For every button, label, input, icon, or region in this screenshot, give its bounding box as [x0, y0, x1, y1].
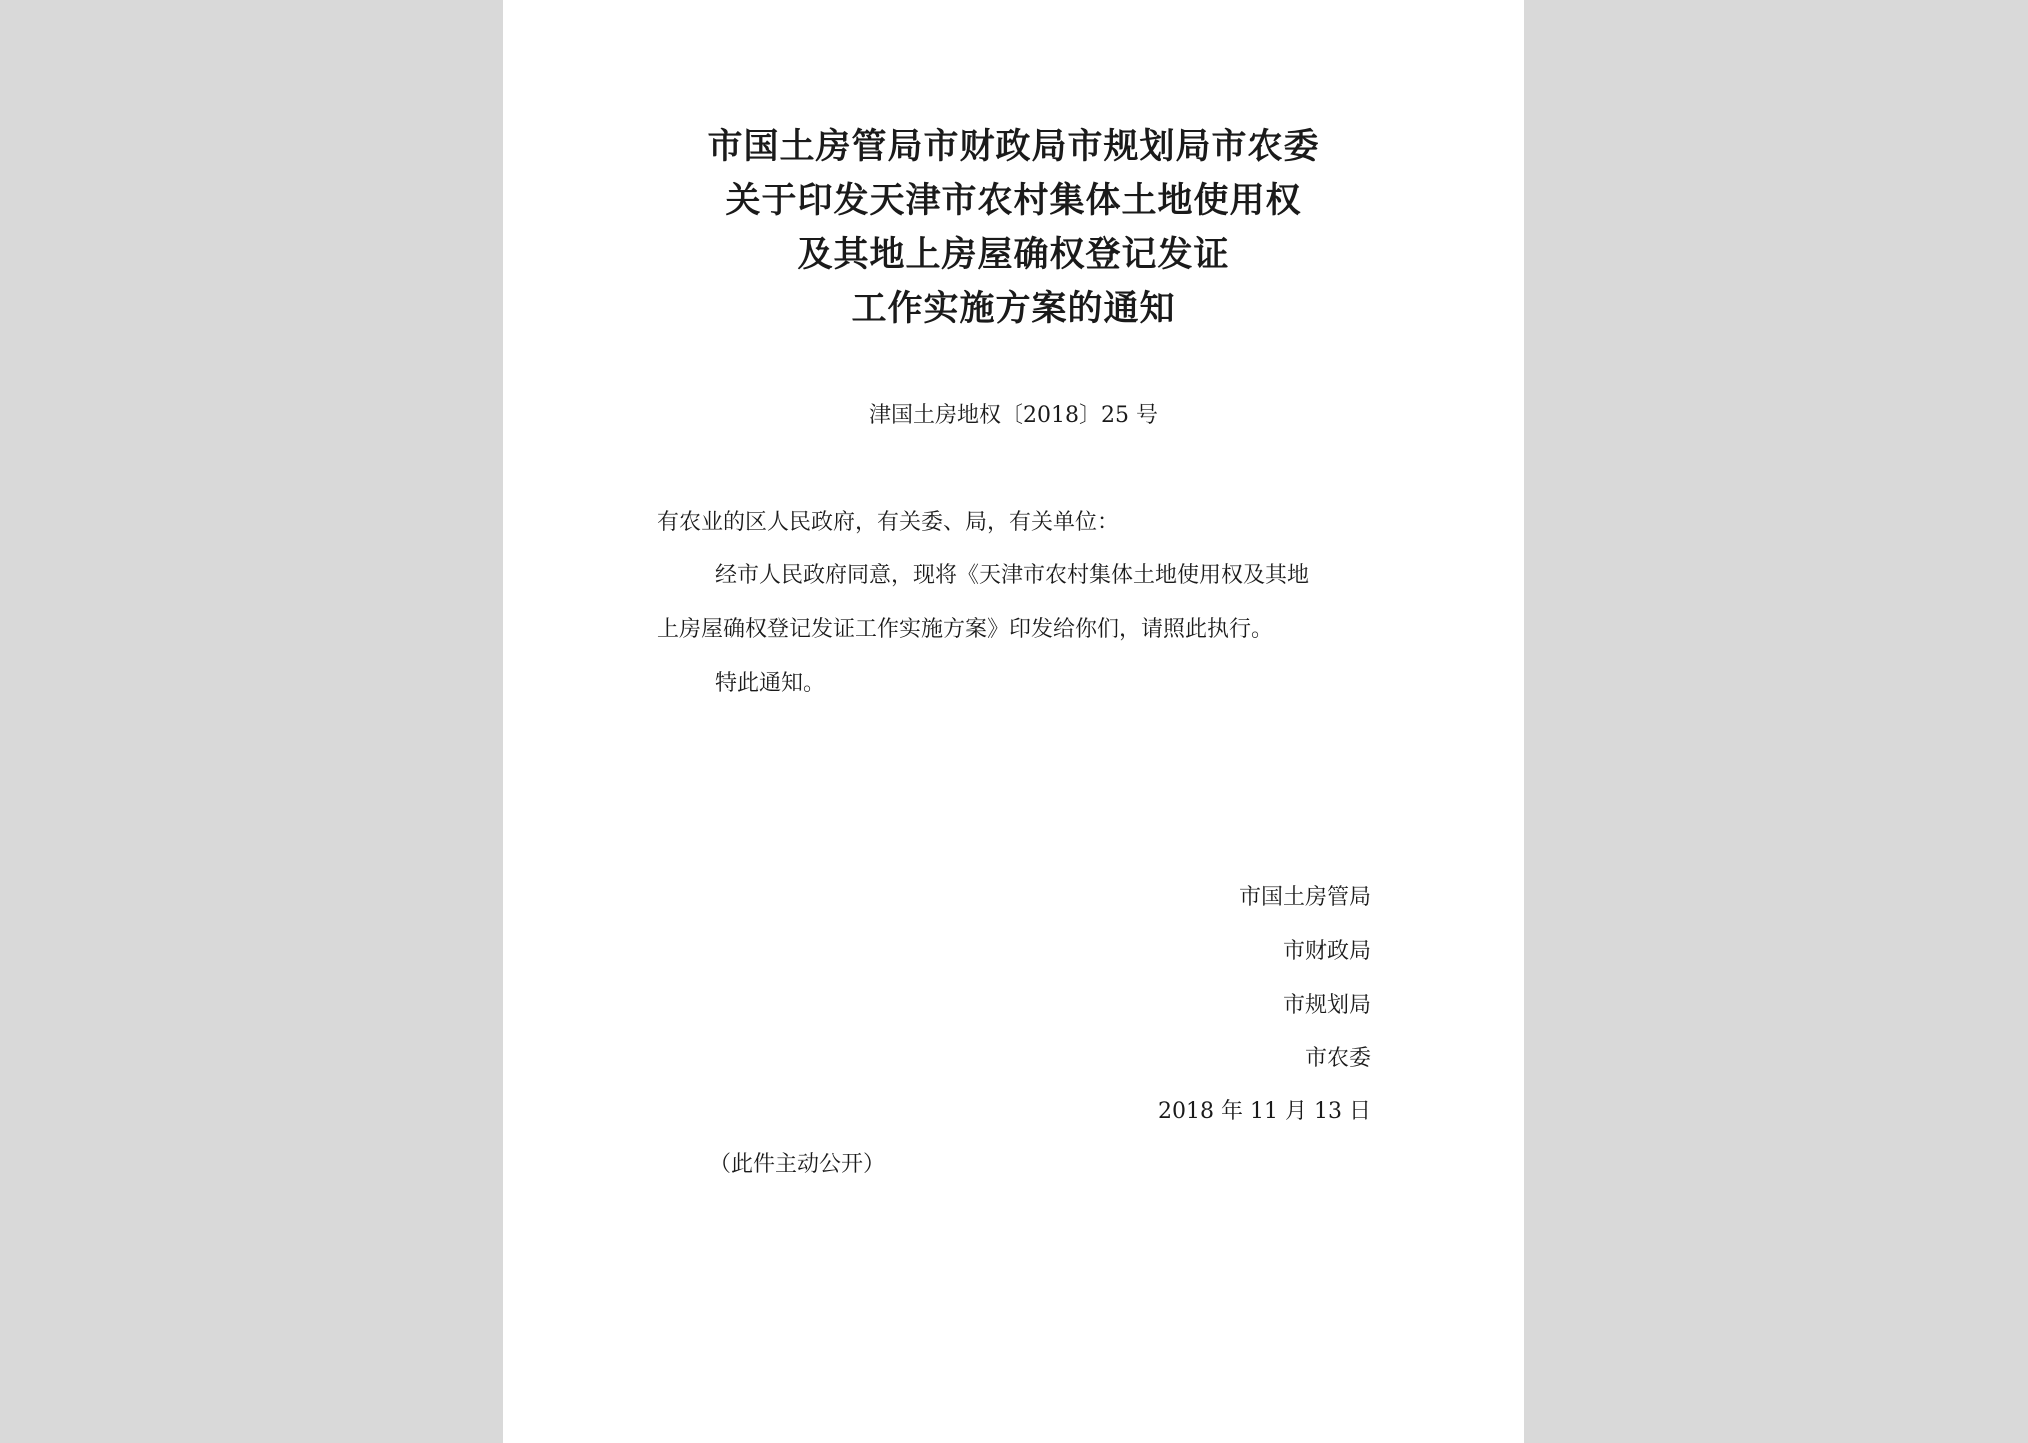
- disclosure-note: （此件主动公开）: [709, 1152, 886, 1177]
- document-title: [503, 120, 1524, 336]
- document-page: [503, 0, 1524, 1443]
- body-line-1: 经市人民政府同意，现将《天津市农村集体土地使用权及其地: [715, 563, 1310, 588]
- addressee: 有农业的区人民政府，有关委、局，有关单位：: [657, 510, 1120, 535]
- signatory-land-housing-bureau: 市国土房管局: [1238, 885, 1371, 910]
- body-line-2: 上房屋确权登记发证工作实施方案》印发给你们，请照此执行。: [657, 617, 1274, 642]
- issue-date: 2018 年 11 月 13 日: [1158, 1099, 1371, 1124]
- title-line-1: 市国土房管局市财政局市规划局市农委: [707, 126, 1320, 167]
- document-number: 津国土房地权〔2018〕25 号: [869, 403, 1158, 428]
- title-line-4: 工作实施方案的通知: [851, 288, 1176, 329]
- closing-line: 特此通知。: [715, 671, 826, 696]
- title-line-2: 关于印发天津市农村集体土地使用权: [725, 180, 1302, 221]
- signatory-agriculture-committee: 市农委: [1304, 1046, 1371, 1071]
- signatory-planning-bureau: 市规划局: [1282, 993, 1371, 1018]
- title-line-3: 及其地上房屋确权登记发证: [797, 234, 1230, 275]
- signatory-finance-bureau: 市财政局: [1282, 939, 1371, 964]
